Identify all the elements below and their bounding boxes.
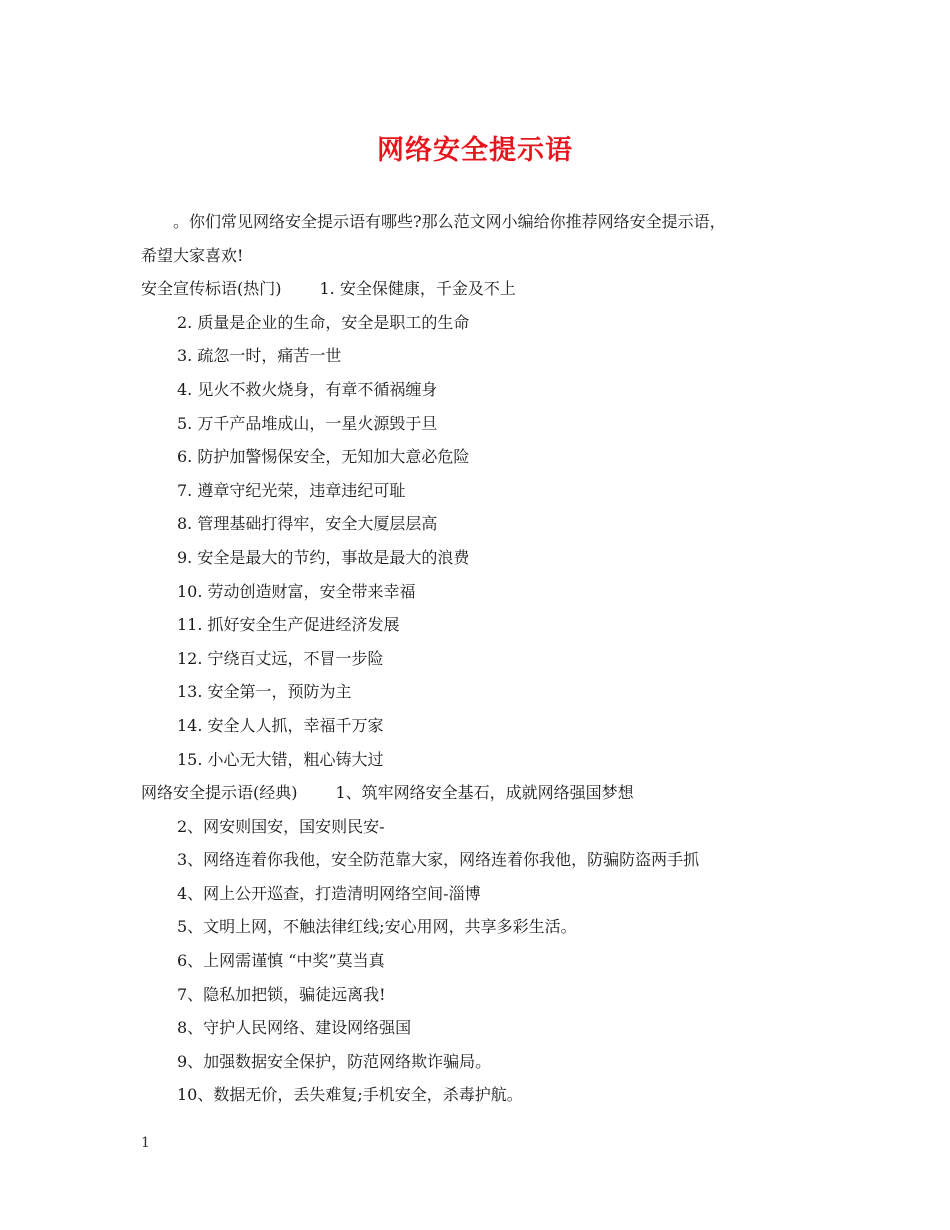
list-item: 14. 安全人人抓，幸福千万家 (177, 715, 384, 735)
list-item: 9. 安全是最大的节约，事故是最大的浪费 (177, 547, 470, 567)
list-item: 9、加强数据安全保护，防范网络欺诈骗局。 (177, 1051, 492, 1071)
list-item: 3. 疏忽一时，痛苦一世 (177, 346, 342, 366)
list-item: 5. 万千产品堆成山，一星火源毁于旦 (177, 413, 438, 433)
list-item: 3、网络连着你我他，安全防范靠大家，网络连着你我他，防骗防盗两手抓 (177, 850, 700, 870)
document-body (141, 205, 831, 1112)
list-item: 11. 抓好安全生产促进经济发展 (177, 615, 400, 635)
list-item: 8、守护人民网络、建设网络强国 (177, 1018, 412, 1038)
list-item: 6、上网需谨慎 “中奖”莫当真 (177, 951, 385, 971)
list-item: 6. 防护加警惕保安全，无知加大意必危险 (177, 447, 470, 467)
list-item: 2、网安则国安，国安则民安- (177, 816, 385, 836)
page-title: 网络安全提示语 (377, 135, 573, 166)
section-1-first-line (141, 272, 831, 306)
list-item: 2. 质量是企业的生命，安全是职工的生命 (177, 312, 470, 332)
intro-paragraph-line-2: 希望大家喜欢! (141, 245, 244, 265)
section-1-heading: 安全宣传标语(热门) (141, 279, 282, 299)
list-item: 4、网上公开巡查，打造清明网络空间-淄博 (177, 883, 481, 903)
list-item: 12. 宁绕百丈远，不冒一步险 (177, 648, 384, 668)
list-item: 15. 小心无大错，粗心铸大过 (177, 749, 384, 769)
intro-paragraph-line-1: 。你们常见网络安全提示语有哪些?那么范文网小编给你推荐网络安全提示语， (173, 212, 726, 231)
section-2-first-line (141, 776, 831, 810)
list-item: 13. 安全第一，预防为主 (177, 682, 352, 702)
section-2-heading: 网络安全提示语(经典) (141, 783, 298, 803)
list-item: 5、文明上网，不触法律红线;安心用网，共享多彩生活。 (177, 917, 577, 937)
list-item: 4. 见火不救火烧身，有章不循祸缠身 (177, 379, 438, 399)
list-item: 7、隐私加把锁，骗徒远离我! (177, 984, 386, 1004)
list-item: 1. 安全保健康，千金及不上 (319, 279, 516, 299)
list-item: 8. 管理基础打得牢，安全大厦层层高 (177, 514, 438, 534)
list-item: 1、筑牢网络安全基石，成就网络强国梦想 (335, 783, 634, 803)
list-item: 7. 遵章守纪光荣，违章违纪可耻 (177, 480, 406, 500)
list-item: 10、数据无价，丢失难复;手机安全，杀毒护航。 (177, 1085, 523, 1105)
page-number: 1 (141, 1135, 150, 1151)
list-item: 10. 劳动创造财富，安全带来幸福 (177, 581, 416, 601)
